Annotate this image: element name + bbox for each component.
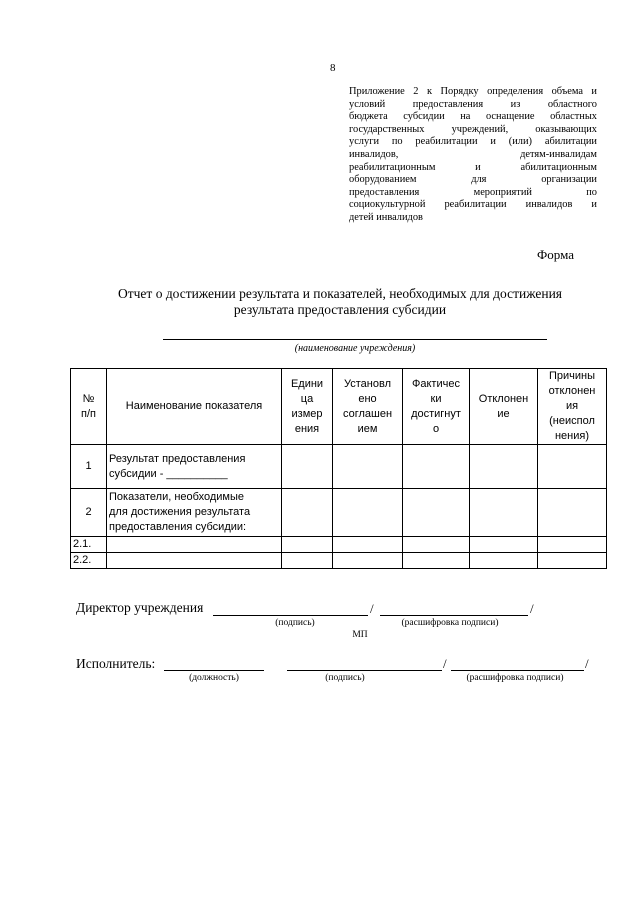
appendix-line: детей инвалидов — [349, 211, 423, 223]
organization-name-caption: (наименование учреждения) — [294, 343, 416, 354]
header-num: № п/п — [71, 369, 107, 445]
header-indicator-name: Наименование показателя — [107, 369, 282, 445]
row-indicator-name: Результат предоставления субсидии - __________ — [107, 445, 282, 489]
row-indicator-name — [107, 537, 282, 553]
cell-reasons — [538, 489, 607, 537]
cell-unit — [282, 445, 333, 489]
row-num: 2.1. — [71, 537, 107, 553]
page-number: 8 — [330, 62, 336, 74]
director-signature-line — [213, 615, 368, 616]
appendix-line: социокультурной реабилитации инвалидов и — [349, 199, 597, 211]
cell-reasons — [538, 553, 607, 569]
cell-actual — [403, 537, 470, 553]
cell-unit — [282, 537, 333, 553]
slash-separator: / — [370, 601, 374, 616]
report-title — [60, 286, 620, 318]
row-num: 2 — [71, 489, 107, 537]
table-row — [71, 537, 607, 553]
cell-deviation — [470, 489, 538, 537]
report-title-line: результата предоставления субсидии — [233, 302, 447, 317]
appendix-line: условий предоставления из областного — [349, 98, 597, 110]
row-num: 2.2. — [71, 553, 107, 569]
executor-decoding-line — [451, 670, 584, 671]
cell-actual — [403, 489, 470, 537]
report-title-line: Отчет о достижении результата и показателей, необходимых для достижения — [117, 286, 563, 301]
header-unit: Едини ца измер ения — [282, 369, 333, 445]
row-num: 1 — [71, 445, 107, 489]
cell-actual — [403, 553, 470, 569]
header-set-by-agreement: Установл ено соглашен ием — [333, 369, 403, 445]
header-reasons: Причины отклонен ия (неиспол нения) — [538, 369, 607, 445]
cell-unit — [282, 489, 333, 537]
appendix-line: предоставления мероприятий по — [349, 186, 597, 198]
header-actual: Фактичес ки достигнут о — [403, 369, 470, 445]
appendix-line: бюджета субсидии на оснащение областных — [349, 111, 597, 123]
decoding-caption: (расшифровка подписи) — [401, 618, 499, 628]
executor-label: Исполнитель: — [76, 656, 156, 671]
report-table — [70, 368, 607, 569]
cell-deviation — [470, 537, 538, 553]
cell-actual — [403, 445, 470, 489]
cell-set — [333, 553, 403, 569]
form-label: Форма — [537, 247, 574, 262]
appendix-line: оборудованием для организации — [349, 174, 597, 186]
appendix-line: Приложение 2 к Порядку определения объема и — [349, 86, 597, 97]
signature-caption: (подпись) — [325, 673, 365, 683]
row-indicator-name — [107, 553, 282, 569]
appendix-line: государственных учреждений, оказывающих — [349, 123, 597, 135]
table-row — [71, 553, 607, 569]
cell-deviation — [470, 553, 538, 569]
appendix-line: услуги по реабилитации и (или) абилитации — [349, 136, 597, 148]
cell-deviation — [470, 445, 538, 489]
header-deviation: Отклонен ие — [470, 369, 538, 445]
cell-set — [333, 445, 403, 489]
director-decoding-line — [380, 615, 528, 616]
signature-caption: (подпись) — [275, 618, 315, 628]
appendix-note — [349, 86, 597, 225]
slash-separator: / — [530, 601, 534, 616]
director-label: Директор учреждения — [76, 600, 204, 615]
table-header-row — [71, 369, 607, 445]
slash-separator: / — [443, 656, 447, 671]
executor-signature-line — [287, 670, 442, 671]
decoding-caption: (расшифровка подписи) — [466, 673, 564, 683]
cell-set — [333, 537, 403, 553]
cell-unit — [282, 553, 333, 569]
slash-separator: / — [585, 656, 589, 671]
position-caption: (должность) — [189, 673, 239, 683]
stamp-place: МП — [352, 630, 368, 640]
row-indicator-name: Показатели, необходимые для достижения результата предоставления субсидии: — [107, 489, 282, 537]
table-row — [71, 489, 607, 537]
table-row — [71, 445, 607, 489]
appendix-line: инвалидов, детям-инвалидам — [349, 148, 597, 160]
executor-position-line — [164, 670, 264, 671]
cell-reasons — [538, 445, 607, 489]
appendix-line: реабилитационным и абилитационным — [349, 161, 597, 173]
cell-set — [333, 489, 403, 537]
organization-name-line — [163, 339, 547, 340]
cell-reasons — [538, 537, 607, 553]
